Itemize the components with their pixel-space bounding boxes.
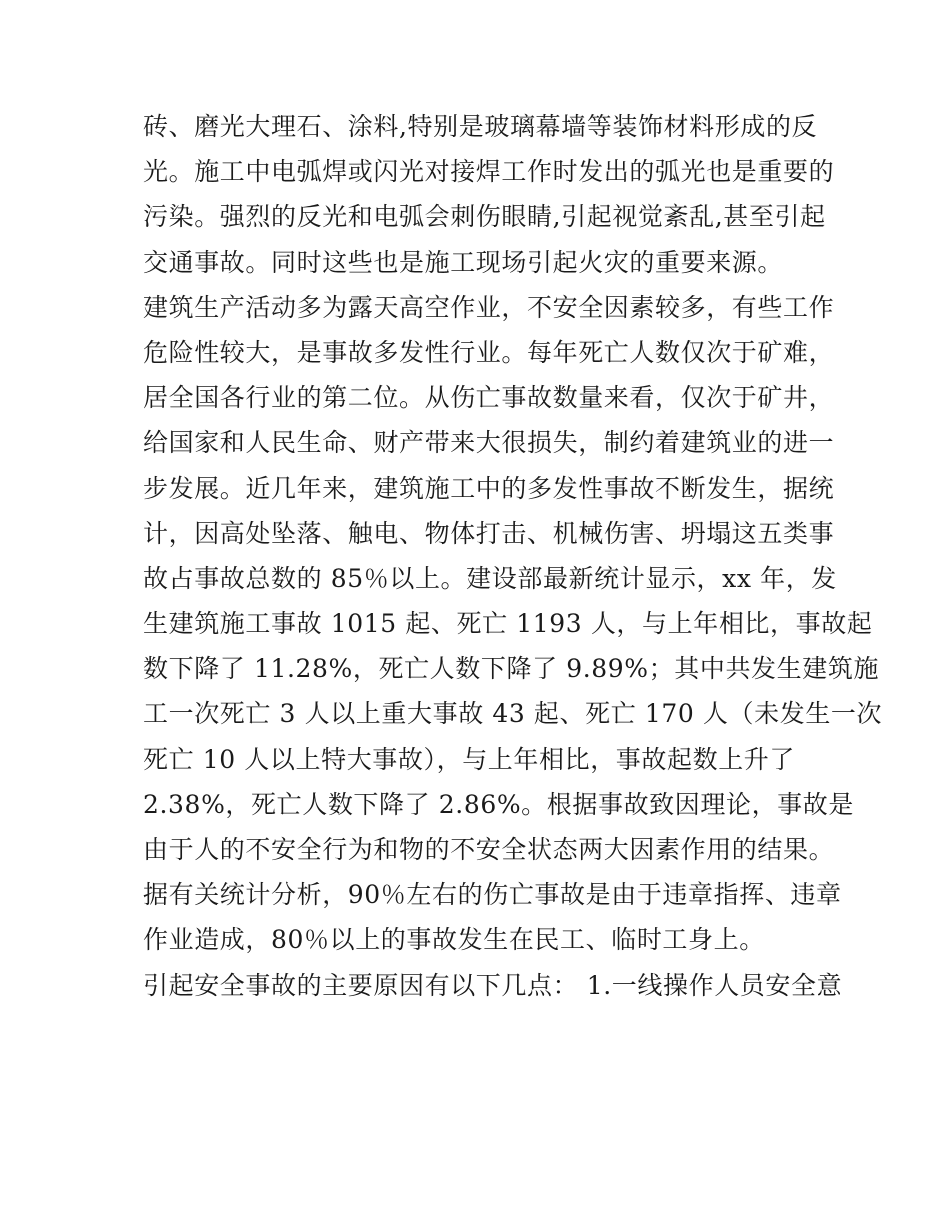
text-line: 砖、磨光大理石、涂料,特别是玻璃幕墙等装饰材料形成的反	[143, 112, 818, 141]
text-line: 死亡 10 人以上特大事故），与上年相比，事故起数上升了	[143, 744, 796, 774]
text-line: 危险性较大，是事故多发性行业。每年死亡人数仅次于矿难，	[143, 337, 835, 367]
text-line: 光。施工中电弧焊或闪光对接焊工作时发出的弧光也是重要的	[143, 157, 835, 187]
text-line: 建筑生产活动多为露天高空作业，不安全因素较多，有些工作	[143, 292, 835, 322]
text-line: 由于人的不安全行为和物的不安全状态两大因素作用的结果。	[143, 835, 835, 864]
text-line: 故占事故总数的 85％以上。建设部最新统计显示，xx 年，发	[143, 563, 837, 593]
text-line: 居全国各行业的第二位。从伤亡事故数量来看，仅次于矿井，	[143, 383, 835, 413]
text-line: 工一次死亡 3 人以上重大事故 43 起、死亡 170 人（未发生一次	[143, 699, 883, 729]
text-line: 污染。强烈的反光和电弧会刺伤眼睛,引起视觉紊乱,甚至引起	[143, 202, 826, 232]
text-line: 数下降了 11.28%，死亡人数下降了 9.89%；其中共发生建筑施	[143, 654, 880, 684]
text-line: 计，因高处坠落、触电、物体打击、机械伤害、坍塌这五类事	[143, 518, 835, 548]
body-text	[143, 104, 883, 1008]
text-line: 给国家和人民生命、财产带来大很损失，制约着建筑业的进一	[143, 428, 835, 458]
text-line: 作业造成，80％以上的事故发生在民工、临时工身上。	[143, 925, 765, 955]
text-line: 据有关统计分析，90％左右的伤亡事故是由于违章指挥、违章	[143, 880, 842, 910]
text-line: 生建筑施工事故 1015 起、死亡 1193 人，与上年相比，事故起	[143, 609, 873, 639]
text-line: 交通事故。同时这些也是施工现场引起火灾的重要来源。	[143, 247, 784, 277]
text-line: 步发展。近几年来，建筑施工中的多发性事故不断发生，据统	[143, 473, 835, 503]
text-line: 引起安全事故的主要原因有以下几点： 1.一线操作人员安全意	[143, 970, 843, 1000]
text-line: 2.38%，死亡人数下降了 2.86%。根据事故致因理论，事故是	[143, 789, 854, 819]
